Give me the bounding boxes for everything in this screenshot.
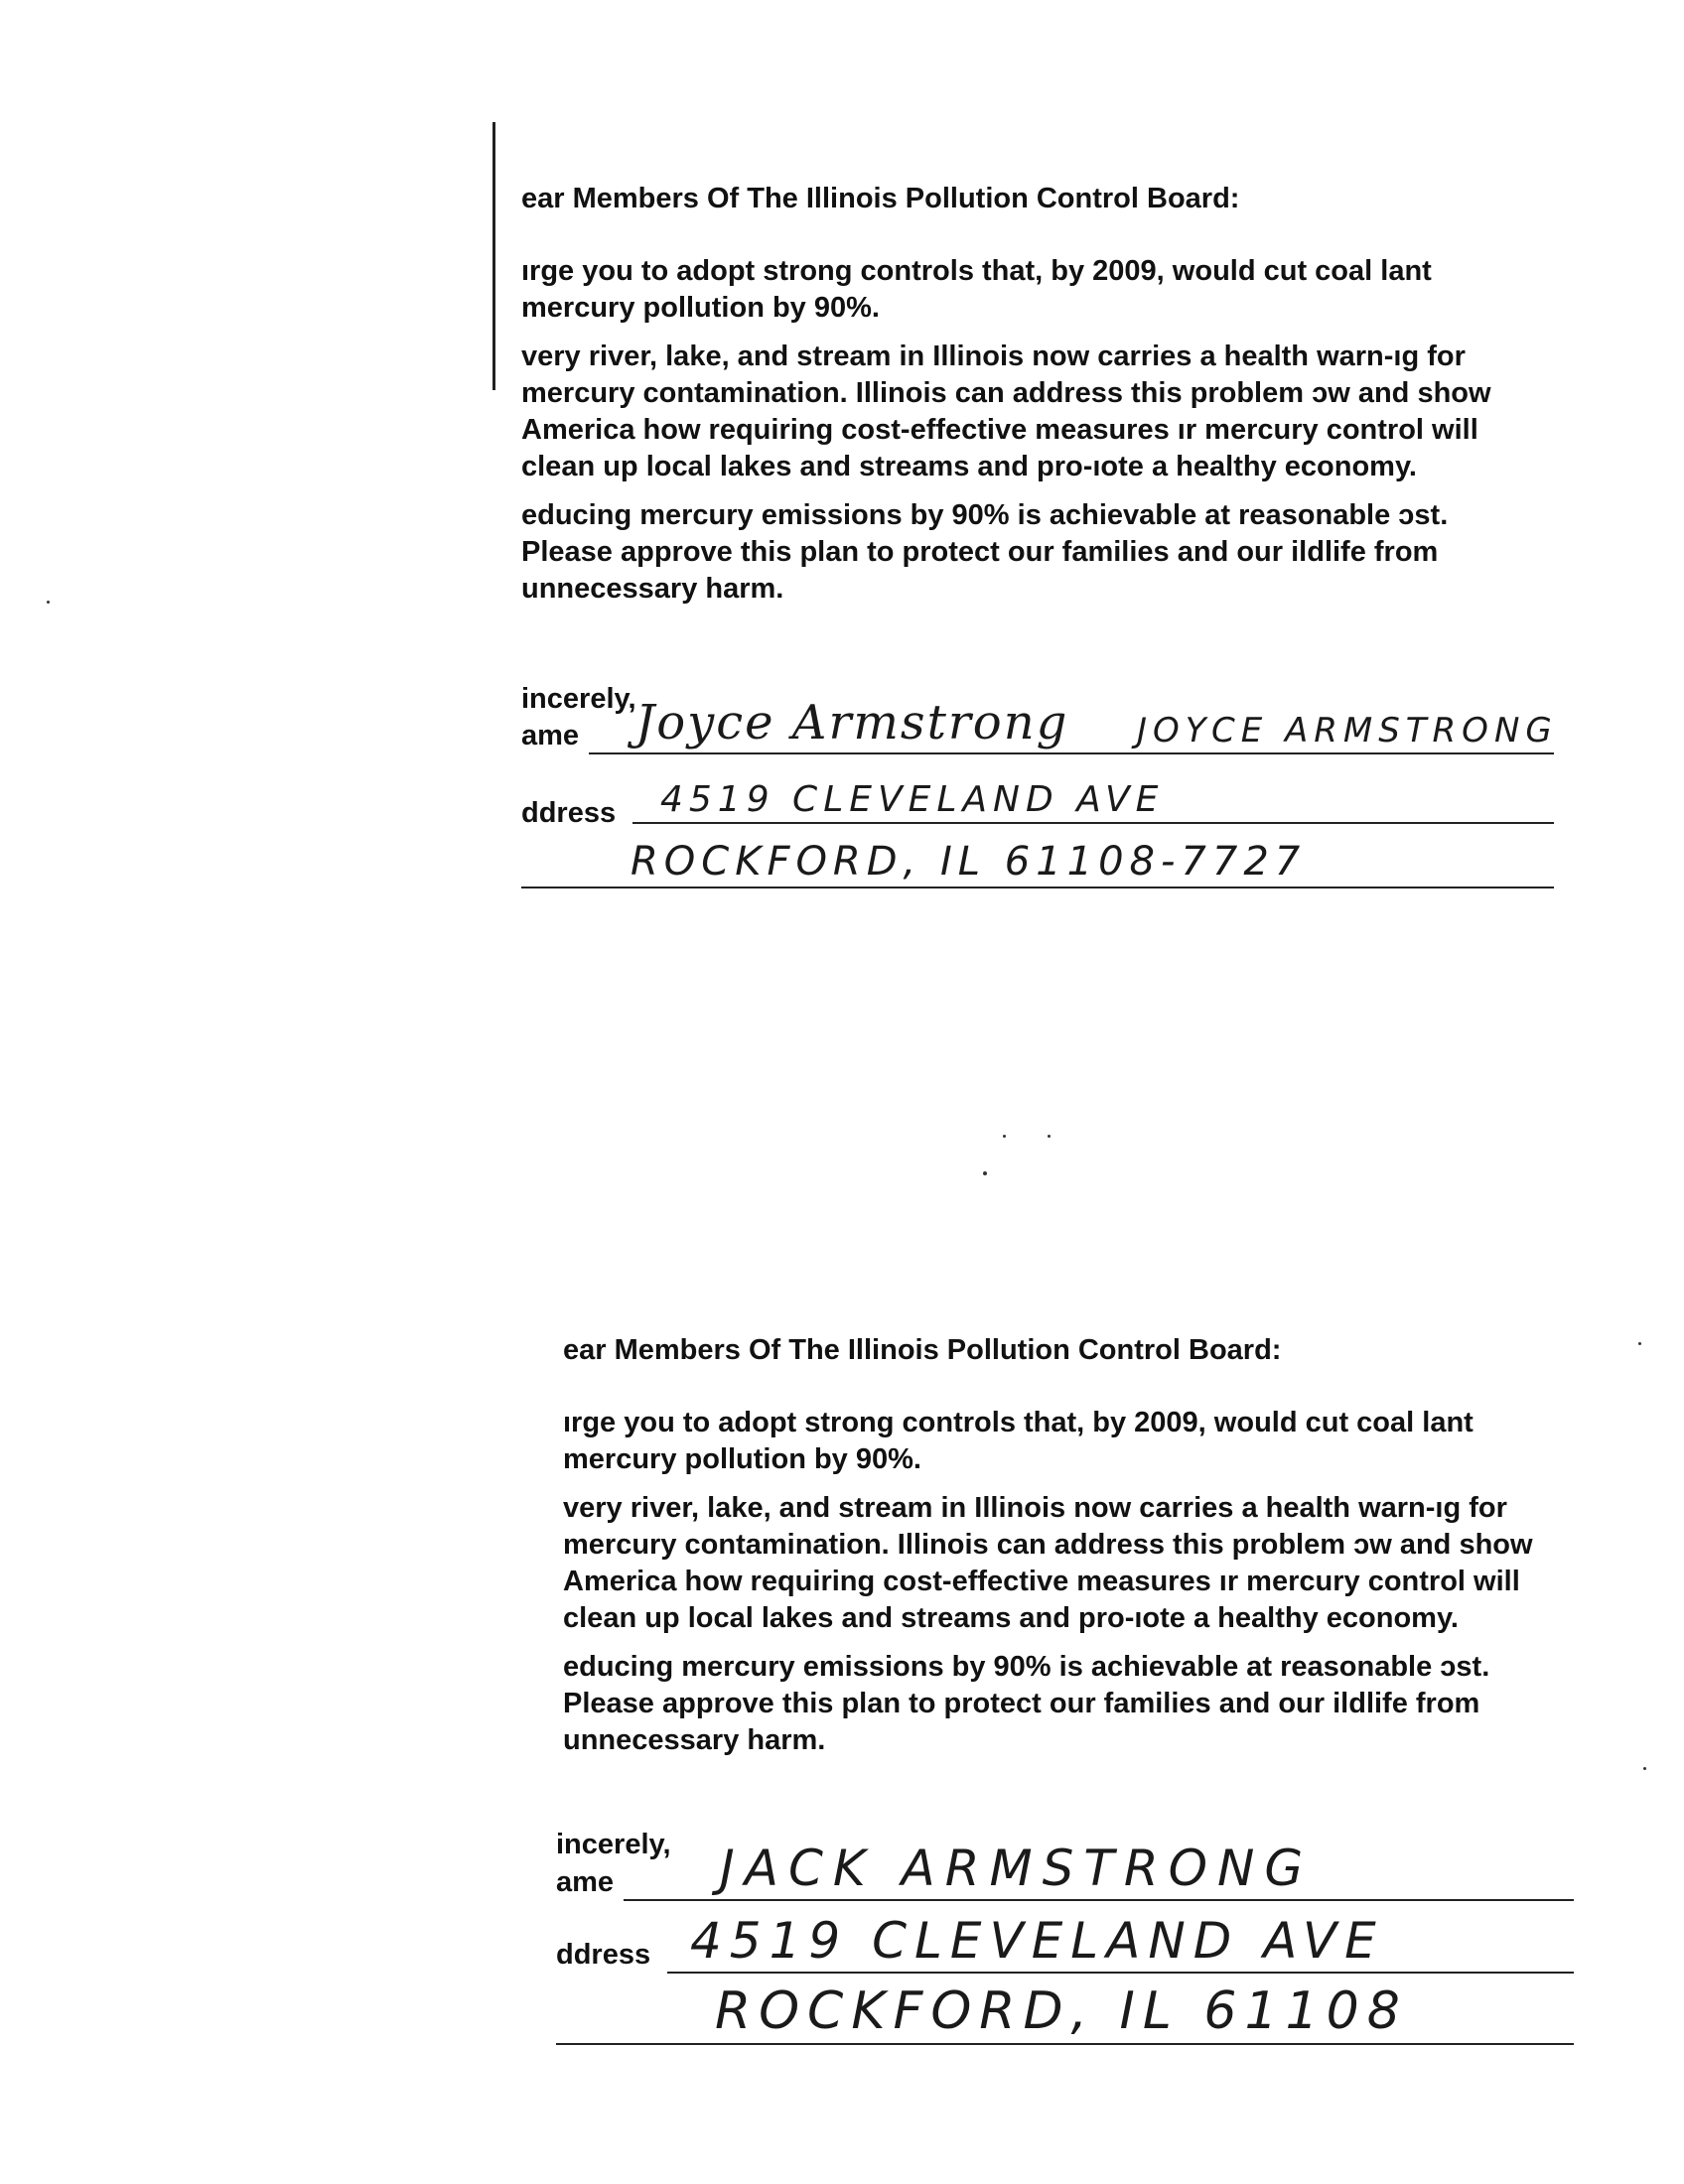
address-label: ddress xyxy=(521,797,617,829)
scan-speck xyxy=(1003,1135,1006,1138)
address-line-1: 4519 CLEVELAND AVE xyxy=(690,1912,1384,1970)
scan-speck xyxy=(1048,1135,1051,1138)
address-line-2 xyxy=(556,2043,1574,2045)
address-row-2 xyxy=(521,829,1554,888)
letter-paragraph: educing mercury emissions by 90% is achievable at reasonable ɔst. Please approve this plan to protect our families and our ildlife from unnecessary harm. xyxy=(563,1651,1490,1756)
printed-name: JOYCE ARMSTRONG xyxy=(1137,711,1558,751)
name-row xyxy=(556,1842,1574,1901)
name-label: ame xyxy=(556,1866,615,1898)
letter-2 xyxy=(563,1332,1615,1771)
closing: incerely, xyxy=(556,1829,671,1860)
name-label: ame xyxy=(521,720,580,751)
address-row xyxy=(556,1914,1574,1974)
letter-1 xyxy=(521,181,1574,619)
address-line-2 xyxy=(521,887,1554,888)
address-row-2 xyxy=(556,1981,1574,2045)
address-label: ddress xyxy=(556,1939,651,1971)
scan-speck xyxy=(47,601,50,604)
letter-paragraph: very river, lake, and stream in Illinois now carries a health warn-ıg for mercury contamination. Illinois can address this problem ɔw and show America how requiring cost-effective measures ır mercury control will clean up local lakes and streams and pro-ıote a healthy economy. xyxy=(521,341,1491,482)
printed-name: JACK ARMSTRONG xyxy=(720,1840,1314,1897)
address-line-2-text: ROCKFORD, IL 61108 xyxy=(715,1981,1408,2041)
scan-speck xyxy=(1638,1342,1641,1345)
signature: Joyce Armstrong xyxy=(635,695,1069,751)
scan-speck xyxy=(983,1171,987,1175)
address-row xyxy=(521,764,1554,829)
name-line xyxy=(624,1899,1574,1901)
scan-speck xyxy=(1643,1767,1646,1770)
letter-greeting: ear Members Of The Illinois Pollution Control Board: xyxy=(563,1334,1282,1366)
margin-rule xyxy=(492,122,495,390)
address-line xyxy=(667,1972,1574,1974)
letter-greeting: ear Members Of The Illinois Pollution Control Board: xyxy=(521,183,1240,214)
letter-paragraph: educing mercury emissions by 90% is achievable at reasonable ɔst. Please approve this plan to protect our families and our ildlife from unnecessary harm. xyxy=(521,499,1449,605)
name-row xyxy=(521,695,1558,754)
address-line-1: 4519 CLEVELAND AVE xyxy=(660,779,1165,820)
name-line xyxy=(589,752,1554,754)
closing: incerely, xyxy=(521,683,636,715)
address-line xyxy=(632,822,1554,824)
address-line-2-text: ROCKFORD, IL 61108-7727 xyxy=(631,839,1307,885)
letter-paragraph: ırge you to adopt strong controls that, by 2009, would cut coal lant mercury pollution by 90%. xyxy=(563,1407,1474,1475)
letter-paragraph: ırge you to adopt strong controls that, by 2009, would cut coal lant mercury pollution by 90%. xyxy=(521,255,1432,324)
letter-paragraph: very river, lake, and stream in Illinois now carries a health warn-ıg for mercury contamination. Illinois can address this problem ɔw and show America how requiring cost-effective measures ır mercury control will clean up local lakes and streams and pro-ıote a healthy economy. xyxy=(563,1492,1533,1634)
